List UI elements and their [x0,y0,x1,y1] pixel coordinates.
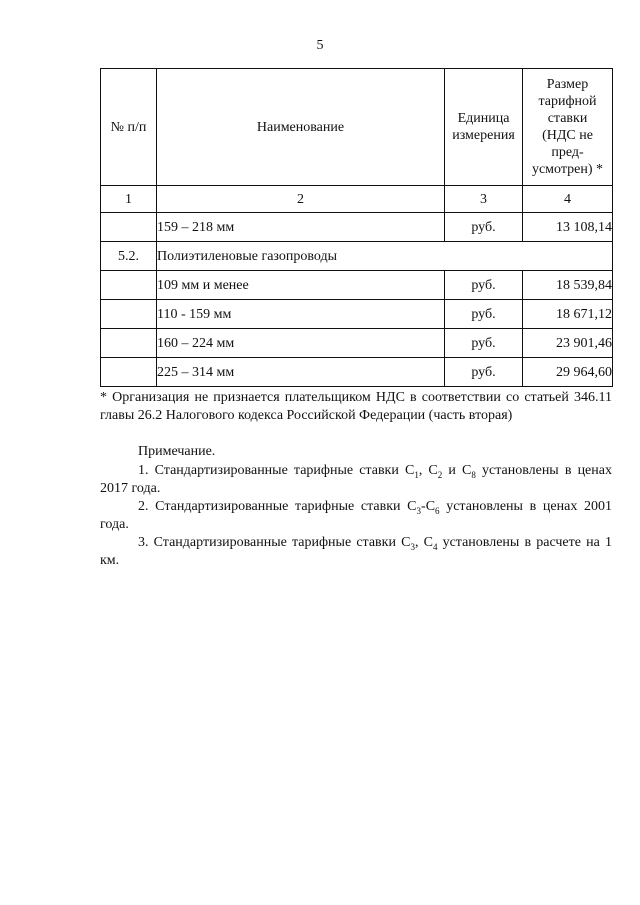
row-num [101,329,157,358]
tariff-table [100,68,613,387]
row-unit: руб. [445,358,523,387]
note-item-3: 3. Стандартизированные тарифные ставки $С_3$, $С_4$ установлены в расчете на 1 км. [100,535,612,568]
row-unit: руб. [445,300,523,329]
header-name: Наименование [157,69,445,186]
row-name: 160 – 224 мм [157,329,445,358]
row-name: 110 - 159 мм [157,300,445,329]
section-title: Полиэтиленовые газопроводы [157,242,613,271]
column-number: 4 [523,186,613,213]
row-name: 225 – 314 мм [157,358,445,387]
column-number: 1 [101,186,157,213]
row-num [101,213,157,242]
page-number: 5 [316,38,324,53]
column-number-row [101,186,613,213]
row-value: 29 964,60 [523,358,613,387]
row-value: 18 539,84 [523,271,613,300]
notes-section [100,443,612,570]
column-number: 2 [157,186,445,213]
row-name: 159 – 218 мм [157,213,445,242]
row-num: 5.2. [101,242,157,271]
column-number: 3 [445,186,523,213]
table-row [101,300,613,329]
row-num [101,358,157,387]
row-unit: руб. [445,271,523,300]
row-value: 18 671,12 [523,300,613,329]
header-rate: Размер тарифной ставки (НДС не пред- усмотрен) * [523,69,613,186]
row-unit: руб. [445,329,523,358]
notes-title: Примечание. [138,444,216,459]
header-num: № п/п [101,69,157,186]
header-unit: Единица измерения [445,69,523,186]
table-row [101,213,613,242]
row-value: 13 108,14 [523,213,613,242]
table-row [101,271,613,300]
note-item-1: 1. Стандартизированные тарифные ставки $С_1$, $С_2$ и $С_8$ установлены в ценах 2017 года. [100,463,612,496]
row-value: 23 901,46 [523,329,613,358]
note-item-2: 2. Стандартизированные тарифные ставки $С_3-С_6$ установлены в ценах 2001 года. [100,499,612,532]
row-num [101,300,157,329]
row-name: 109 мм и менее [157,271,445,300]
table-header-row [101,69,613,186]
row-num [101,271,157,300]
table-section-row [101,242,613,271]
table-row [101,329,613,358]
row-unit: руб. [445,213,523,242]
table-row [101,358,613,387]
vat-footnote: * Организация не признается плательщиком НДС в соответствии со статьей 346.11 главы 26.2 Налогового кодекса Российской Федерации (часть вторая) [100,390,612,423]
